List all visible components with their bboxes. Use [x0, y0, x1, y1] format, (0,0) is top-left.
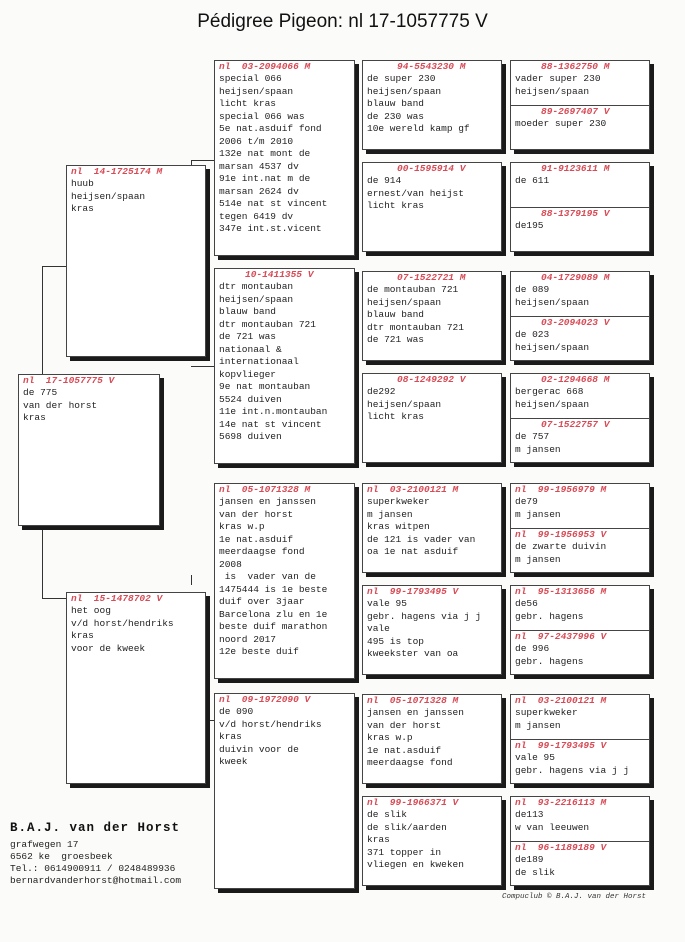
- pigeon-card-gen4-6: [362, 585, 502, 675]
- pigeon-line: heijsen/spaan: [219, 293, 294, 305]
- pigeon-line: de 721 was: [219, 331, 277, 342]
- pigeon-line: licht kras: [367, 411, 425, 422]
- pigeon-line: 11e int.n.montauban: [219, 406, 328, 417]
- pigeon-card-gen4-4: [362, 373, 502, 463]
- pigeon-line: blauw band: [219, 306, 277, 317]
- pigeon-line: superkweker: [515, 707, 578, 718]
- pigeon-line: special 066: [219, 73, 282, 84]
- pigeon-line: de zwarte duivin: [515, 541, 607, 552]
- pigeon-line: 347e int.st.vicent: [219, 223, 322, 234]
- ring-number: nl 99-1956953 V: [515, 529, 607, 540]
- pigeon-line: kras witpen: [367, 521, 430, 532]
- pigeon-line: de slik: [515, 866, 555, 878]
- pigeon-line: kweekster van oa: [367, 648, 459, 659]
- pigeon-line: 1e nat.asduif: [219, 533, 294, 545]
- ring-number: 10-1411355 V: [245, 269, 314, 280]
- pigeon-line: huub: [71, 178, 94, 189]
- pigeon-line: de super 230: [367, 73, 436, 84]
- page-title: Pédigree Pigeon: nl 17-1057775 V: [197, 11, 488, 32]
- pigeon-line: 132e nat mont de: [219, 148, 311, 159]
- pigeon-card-gen5-pair-6: [510, 585, 650, 675]
- pigeon-card-gen5-pair-3: [510, 271, 650, 361]
- connector-line: [42, 266, 67, 267]
- pigeon-line: heijsen/spaan: [515, 341, 590, 353]
- pigeon-line: 5698 duiven: [219, 431, 282, 442]
- pigeon-line: gebr. hagens via j j: [367, 610, 482, 622]
- pigeon-line: de292: [367, 386, 396, 397]
- pigeon-line: 371 topper in: [367, 846, 442, 858]
- pigeon-line: de113: [515, 809, 544, 820]
- pigeon-line: kweek: [219, 756, 248, 767]
- ring-number: 04-1729089 M: [541, 272, 610, 283]
- pigeon-line: de 775: [23, 387, 58, 398]
- ring-number: 03-2094023 V: [541, 317, 610, 328]
- pigeon-line: kras: [219, 731, 242, 742]
- pigeon-line: 5524 duiven: [219, 393, 282, 405]
- pigeon-line: is vader van de: [219, 571, 316, 582]
- pigeon-line: duif over 3jaar: [219, 596, 305, 607]
- pigeon-line: 2006 t/m 2010: [219, 135, 294, 147]
- pigeon-line: m jansen: [515, 508, 561, 520]
- pigeon-line: meerdaagse fond: [219, 546, 305, 557]
- connector-line: [191, 366, 214, 367]
- pigeon-line: vliegen en kweken: [367, 859, 464, 870]
- pigeon-line: 1e nat.asduif: [367, 744, 442, 756]
- pigeon-line: 91e int.nat m de: [219, 173, 311, 184]
- connector-line: [42, 266, 43, 374]
- pigeon-line: dtr montauban: [219, 281, 294, 292]
- owner-postcode: 6562 ke groesbeek: [10, 851, 113, 862]
- pigeon-line: v/d horst/hendriks: [219, 718, 322, 730]
- ring-number: 91-9123611 M: [541, 163, 610, 174]
- pigeon-line: tegen 6419 dv: [219, 210, 294, 222]
- pigeon-line: noord 2017: [219, 633, 277, 645]
- connector-line: [42, 598, 67, 599]
- pigeon-line: de montauban 721: [367, 284, 459, 295]
- pigeon-line: 514e nat st vincent: [219, 198, 328, 209]
- pigeon-line: m jansen: [515, 553, 561, 565]
- pigeon-line: heijsen/spaan: [367, 296, 442, 308]
- pigeon-line: van der horst: [367, 719, 442, 731]
- owner-email: bernardvanderhorst@hotmail.com: [10, 875, 182, 886]
- pigeon-line: de 023: [515, 329, 550, 340]
- pigeon-line: vale: [367, 623, 390, 634]
- pigeon-line: heijsen/spaan: [515, 296, 590, 308]
- pigeon-line: kras: [71, 630, 94, 641]
- pigeon-line: vader super 230: [515, 73, 601, 84]
- pigeon-card-gen4-8: [362, 796, 502, 886]
- pigeon-line: voor de kweek: [71, 642, 146, 654]
- pigeon-line: heijsen/spaan: [515, 398, 590, 410]
- pigeon-line: heijsen/spaan: [71, 190, 146, 202]
- pigeon-line: special 066 was: [219, 110, 305, 122]
- pigeon-line: oa 1e nat asduif: [367, 546, 459, 557]
- pigeon-line: ernest/van heijst: [367, 187, 464, 199]
- pigeon-line: van der horst: [219, 508, 294, 520]
- pigeon-card-gen5-pair-4: [510, 373, 650, 463]
- ring-number: nl 99-1793495 V: [515, 740, 607, 751]
- ring-number: nl 95-1313656 M: [515, 586, 607, 597]
- pigeon-line: nationaal &: [219, 343, 282, 355]
- pigeon-card-gen4-2: [362, 162, 502, 252]
- pigeon-line: duivin voor de: [219, 743, 299, 755]
- copyright-notice: Compuclub © B.A.J. van der Horst: [502, 893, 647, 901]
- ring-number: nl 99-1956979 M: [515, 484, 607, 495]
- pigeon-line: kras w.p: [367, 732, 413, 743]
- pigeon-line: de56: [515, 598, 538, 609]
- ring-number: nl 03-2094066 M: [219, 61, 311, 72]
- ring-number: nl 14-1725174 M: [71, 166, 163, 177]
- ring-number: 08-1249292 V: [397, 374, 466, 385]
- pigeon-line: beste duif marathon: [219, 621, 328, 632]
- pigeon-line: de slik/aarden: [367, 821, 447, 833]
- pigeon-line: 2008: [219, 558, 242, 570]
- pigeon-line: de 089: [515, 284, 550, 295]
- pigeon-card-sire: [66, 165, 206, 357]
- ring-number: nl 97-2437996 V: [515, 631, 607, 642]
- pigeon-line: 495 is top: [367, 635, 425, 647]
- pigeon-line: kras: [23, 412, 46, 423]
- ring-number: nl 09-1972090 V: [219, 694, 311, 705]
- pigeon-line: dtr montauban 721: [219, 318, 316, 330]
- pigeon-card-gen3-3: [214, 483, 355, 679]
- ring-number: 88-1379195 V: [541, 208, 610, 219]
- pigeon-line: jansen en janssen: [367, 707, 464, 718]
- owner-info: [10, 821, 181, 887]
- owner-phone: Tel.: 0614900911 / 0248489936: [10, 863, 176, 874]
- owner-name: B.A.J. van der Horst: [10, 821, 181, 835]
- pigeon-line: internationaal: [219, 356, 299, 367]
- connector-line: [191, 160, 214, 161]
- pigeon-line: kras: [367, 834, 390, 845]
- pigeon-card-subject: [18, 374, 160, 526]
- ring-number: nl 17-1057775 V: [23, 375, 115, 386]
- pigeon-card-gen4-1: [362, 60, 502, 150]
- ring-number: nl 99-1793495 V: [367, 586, 459, 597]
- pigeon-card-gen5-pair-2: [510, 162, 650, 252]
- pigeon-line: m jansen: [515, 719, 561, 731]
- pigeon-card-gen5-pair-5: [510, 483, 650, 573]
- ring-number: 07-1522757 V: [541, 419, 610, 430]
- pigeon-line: meerdaagse fond: [367, 757, 453, 768]
- ring-number: 02-1294668 M: [541, 374, 610, 385]
- pigeon-line: de 611: [515, 175, 550, 186]
- pigeon-line: superkweker: [367, 496, 430, 507]
- pigeon-line: heijsen/spaan: [515, 85, 590, 97]
- ring-number: nl 93-2216113 M: [515, 797, 607, 808]
- pigeon-line: licht kras: [219, 98, 277, 109]
- pigeon-card-gen3-1: [214, 60, 355, 256]
- pigeon-line: 10e wereld kamp gf: [367, 123, 470, 134]
- ring-number: nl 15-1478702 V: [71, 593, 163, 604]
- pigeon-line: blauw band: [367, 309, 425, 320]
- pigeon-line: kras: [71, 203, 94, 214]
- ring-number: 00-1595914 V: [397, 163, 466, 174]
- pigeon-line: 1475444 is 1e beste: [219, 583, 328, 595]
- pigeon-line: 12e beste duif: [219, 646, 299, 657]
- pigeon-line: moeder super 230: [515, 118, 607, 129]
- pigeon-line: gebr. hagens via j j: [515, 764, 630, 776]
- pigeon-line: heijsen/spaan: [219, 85, 294, 97]
- pigeon-line: 9e nat montauban: [219, 381, 311, 392]
- pigeon-line: dtr montauban 721: [367, 321, 464, 333]
- ring-number: 94-5543230 M: [397, 61, 466, 72]
- pigeon-line: de 721 was: [367, 334, 425, 345]
- pigeon-card-gen4-5: [362, 483, 502, 573]
- ring-number: nl 96-1189189 V: [515, 842, 607, 853]
- pigeon-line: van der horst: [23, 399, 98, 411]
- pigeon-line: de slik: [367, 809, 407, 820]
- pigeon-line: w van leeuwen: [515, 821, 590, 833]
- pigeon-line: m jansen: [367, 508, 413, 520]
- pigeon-card-gen4-3: [362, 271, 502, 361]
- pigeon-line: gebr. hagens: [515, 655, 584, 667]
- connector-line: [191, 575, 192, 585]
- pigeon-line: vale 95: [515, 752, 555, 763]
- pigeon-line: heijsen/spaan: [367, 85, 442, 97]
- pigeon-line: de79: [515, 496, 538, 507]
- ring-number: nl 05-1071328 M: [367, 695, 459, 706]
- pigeon-line: de 090: [219, 706, 254, 717]
- pigeon-line: v/d horst/hendriks: [71, 617, 174, 629]
- pigeon-line: 5e nat.asduif fond: [219, 123, 322, 134]
- pigeon-line: gebr. hagens: [515, 610, 584, 622]
- pigeon-card-gen3-4: [214, 693, 355, 889]
- ring-number: nl 99-1966371 V: [367, 797, 459, 808]
- pigeon-line: m jansen: [515, 443, 561, 455]
- pigeon-line: marsan 4537 dv: [219, 160, 299, 172]
- pigeon-line: de 230 was: [367, 110, 425, 122]
- pigeon-line: de189: [515, 854, 544, 865]
- pigeon-line: Barcelona zlu en 1e: [219, 608, 328, 620]
- pigeon-line: jansen en janssen: [219, 496, 316, 507]
- pigeon-line: blauw band: [367, 98, 425, 109]
- ring-number: 89-2697407 V: [541, 106, 610, 117]
- ring-number: nl 03-2100121 M: [367, 484, 459, 495]
- pigeon-card-gen3-2: [214, 268, 355, 464]
- pigeon-line: de 757: [515, 431, 550, 442]
- pigeon-line: de195: [515, 220, 544, 231]
- pigeon-line: de 121 is vader van: [367, 533, 476, 545]
- pigeon-line: vale 95: [367, 598, 407, 609]
- pigeon-line: heijsen/spaan: [367, 398, 442, 410]
- connector-line: [42, 526, 43, 598]
- pigeon-line: de 996: [515, 643, 550, 654]
- pigeon-line: bergerac 668: [515, 386, 584, 397]
- ring-number: nl 05-1071328 M: [219, 484, 311, 495]
- pigeon-card-dam: [66, 592, 206, 784]
- ring-number: 07-1522721 M: [397, 272, 466, 283]
- pigeon-line: marsan 2624 dv: [219, 185, 299, 197]
- pigeon-card-gen4-7: [362, 694, 502, 784]
- ring-number: 88-1362750 M: [541, 61, 610, 72]
- pigeon-line: de 914: [367, 175, 402, 186]
- pigeon-line: kras w.p: [219, 521, 265, 532]
- pigeon-line: het oog: [71, 605, 111, 616]
- owner-address: grafwegen 17: [10, 839, 79, 850]
- pigeon-line: 14e nat st vincent: [219, 418, 322, 430]
- pigeon-card-gen5-pair-1: [510, 60, 650, 150]
- pigeon-card-gen5-pair-7: [510, 694, 650, 784]
- ring-number: nl 03-2100121 M: [515, 695, 607, 706]
- pigeon-card-gen5-pair-8: [510, 796, 650, 886]
- pigeon-line: kopvlieger: [219, 368, 277, 380]
- pigeon-line: licht kras: [367, 200, 425, 211]
